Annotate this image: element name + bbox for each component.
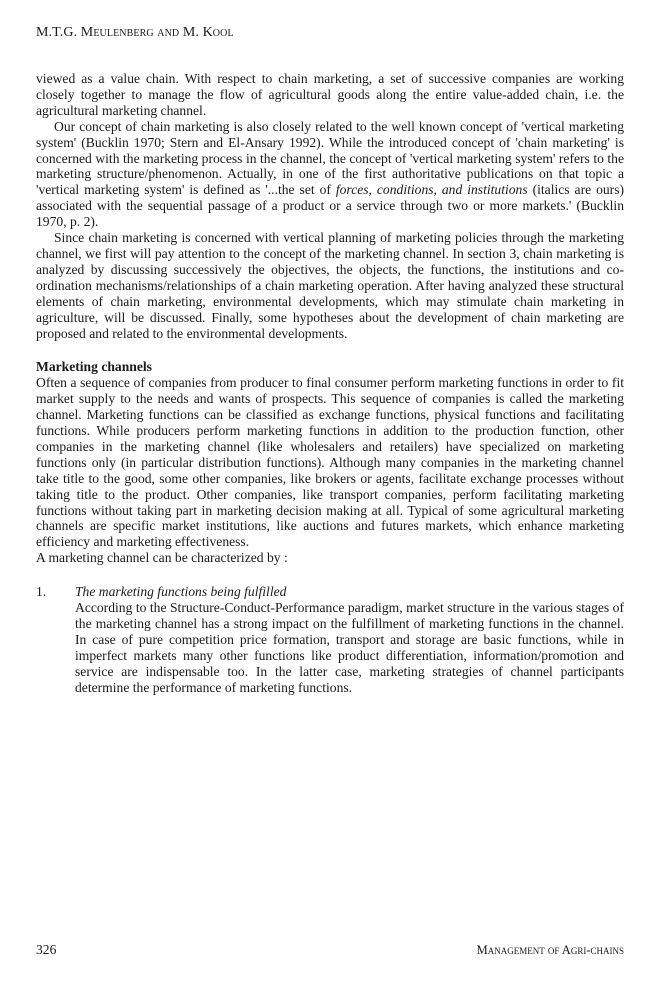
list-item-title: The marketing functions being fulfilled xyxy=(75,584,287,600)
running-head-authors xyxy=(36,25,234,41)
author-initials: M.T.G. M xyxy=(36,25,94,40)
book-title: Management of Agri-chains xyxy=(476,943,624,957)
body-text xyxy=(36,71,624,696)
section-heading: Marketing channels xyxy=(36,359,152,375)
author-smallcaps-1: eulenberg and xyxy=(93,25,180,40)
paragraph-2-text-b: (italics are ours) associated with the sequential passage of a product or a service through two or more markets.' (Bucklin 1970, p. 2). xyxy=(36,182,625,230)
author-second-initial: M. K xyxy=(179,25,213,40)
list-item-number: 1. xyxy=(36,584,47,600)
list-item-text: According to the Structure-Conduct-Performance paradigm, market structure in the various stages of the marketing channel has a strong impact on the fulfillment of marketing functions in the channel. In case of pure competition price formation, transport and storage are basic functions, while in imperfect markets many other functions like product differentiation, information/promotion and service are indispensable too. In the latter case, marketing strategies of channel participants determine the performance of marketing functions. xyxy=(75,600,624,695)
paragraph-value-chain: viewed as a value chain. With respect to chain marketing, a set of successive companies are working closely together to manage the flow of agricultural goods along the entire value-added chain, i.e. the agricultural marketing channel. xyxy=(36,71,624,118)
paragraph-marketing-channels: Often a sequence of companies from producer to final consumer perform marketing functions in order to fit market supply to the needs and wants of prospects. This sequence of companies is called the marketing channel. Marketing functions can be classified as exchange functions, physical functions and facilitating functions. While producers perform marketing functions in addition to the production function, other companies in the marketing channel (like wholesalers and retailers) have specialized on marketing functions only (in particular distribution functions). Although many companies in the marketing channel take title to the good, some other companies, like brokers or agents, facilitate exchange processes without taking title to the product. Other companies, like transport companies, perform facilitating marketing functions without taking part in marketing decision making at all. Typical of some agricultural marketing channels are specific market institutions, like auctions and futures markets, which enhance marketing efficiency and marketing effectiveness. xyxy=(36,375,624,550)
author-smallcaps-2: ool xyxy=(212,25,234,40)
list-item xyxy=(36,584,624,695)
paragraph-characterized: A marketing channel can be characterized by : xyxy=(36,550,288,566)
paragraph-vertical-marketing xyxy=(36,119,624,230)
paragraph-2-text-a: Our concept of chain marketing is also closely related to the well known concept of 'vertical marketing system' (Bucklin 1970; Stern and El-Ansary 1992). While the introduced concept of 'chain marketing' is concerned with the marketing process in the channel, the concept of 'vertical marketing system' refers to the marketing structure/phenomenon. Actually, in one of the first authoritative publications on that topic a 'vertical marketing system' is defined as '...the set of xyxy=(36,118,624,198)
paragraph-outline: Since chain marketing is concerned with vertical planning of marketing policies through the marketing channel, we first will pay attention to the concept of the marketing channel. In section 3, chain marketing is analyzed by discussing successively the objectives, the objects, the functions, the institutions and co-ordination mechanisms/relationships of a chain marketing operation. After having analyzed these structural elements of chain marketing, environmental developments, which may stimulate chain marketing in agriculture, will be discussed. Finally, some hypotheses about the development of chain marketing are proposed and related to the environmental developments. xyxy=(36,230,624,341)
page-number: 326 xyxy=(36,942,57,957)
paragraph-2-italic: forces, conditions, and institutions xyxy=(335,182,528,198)
